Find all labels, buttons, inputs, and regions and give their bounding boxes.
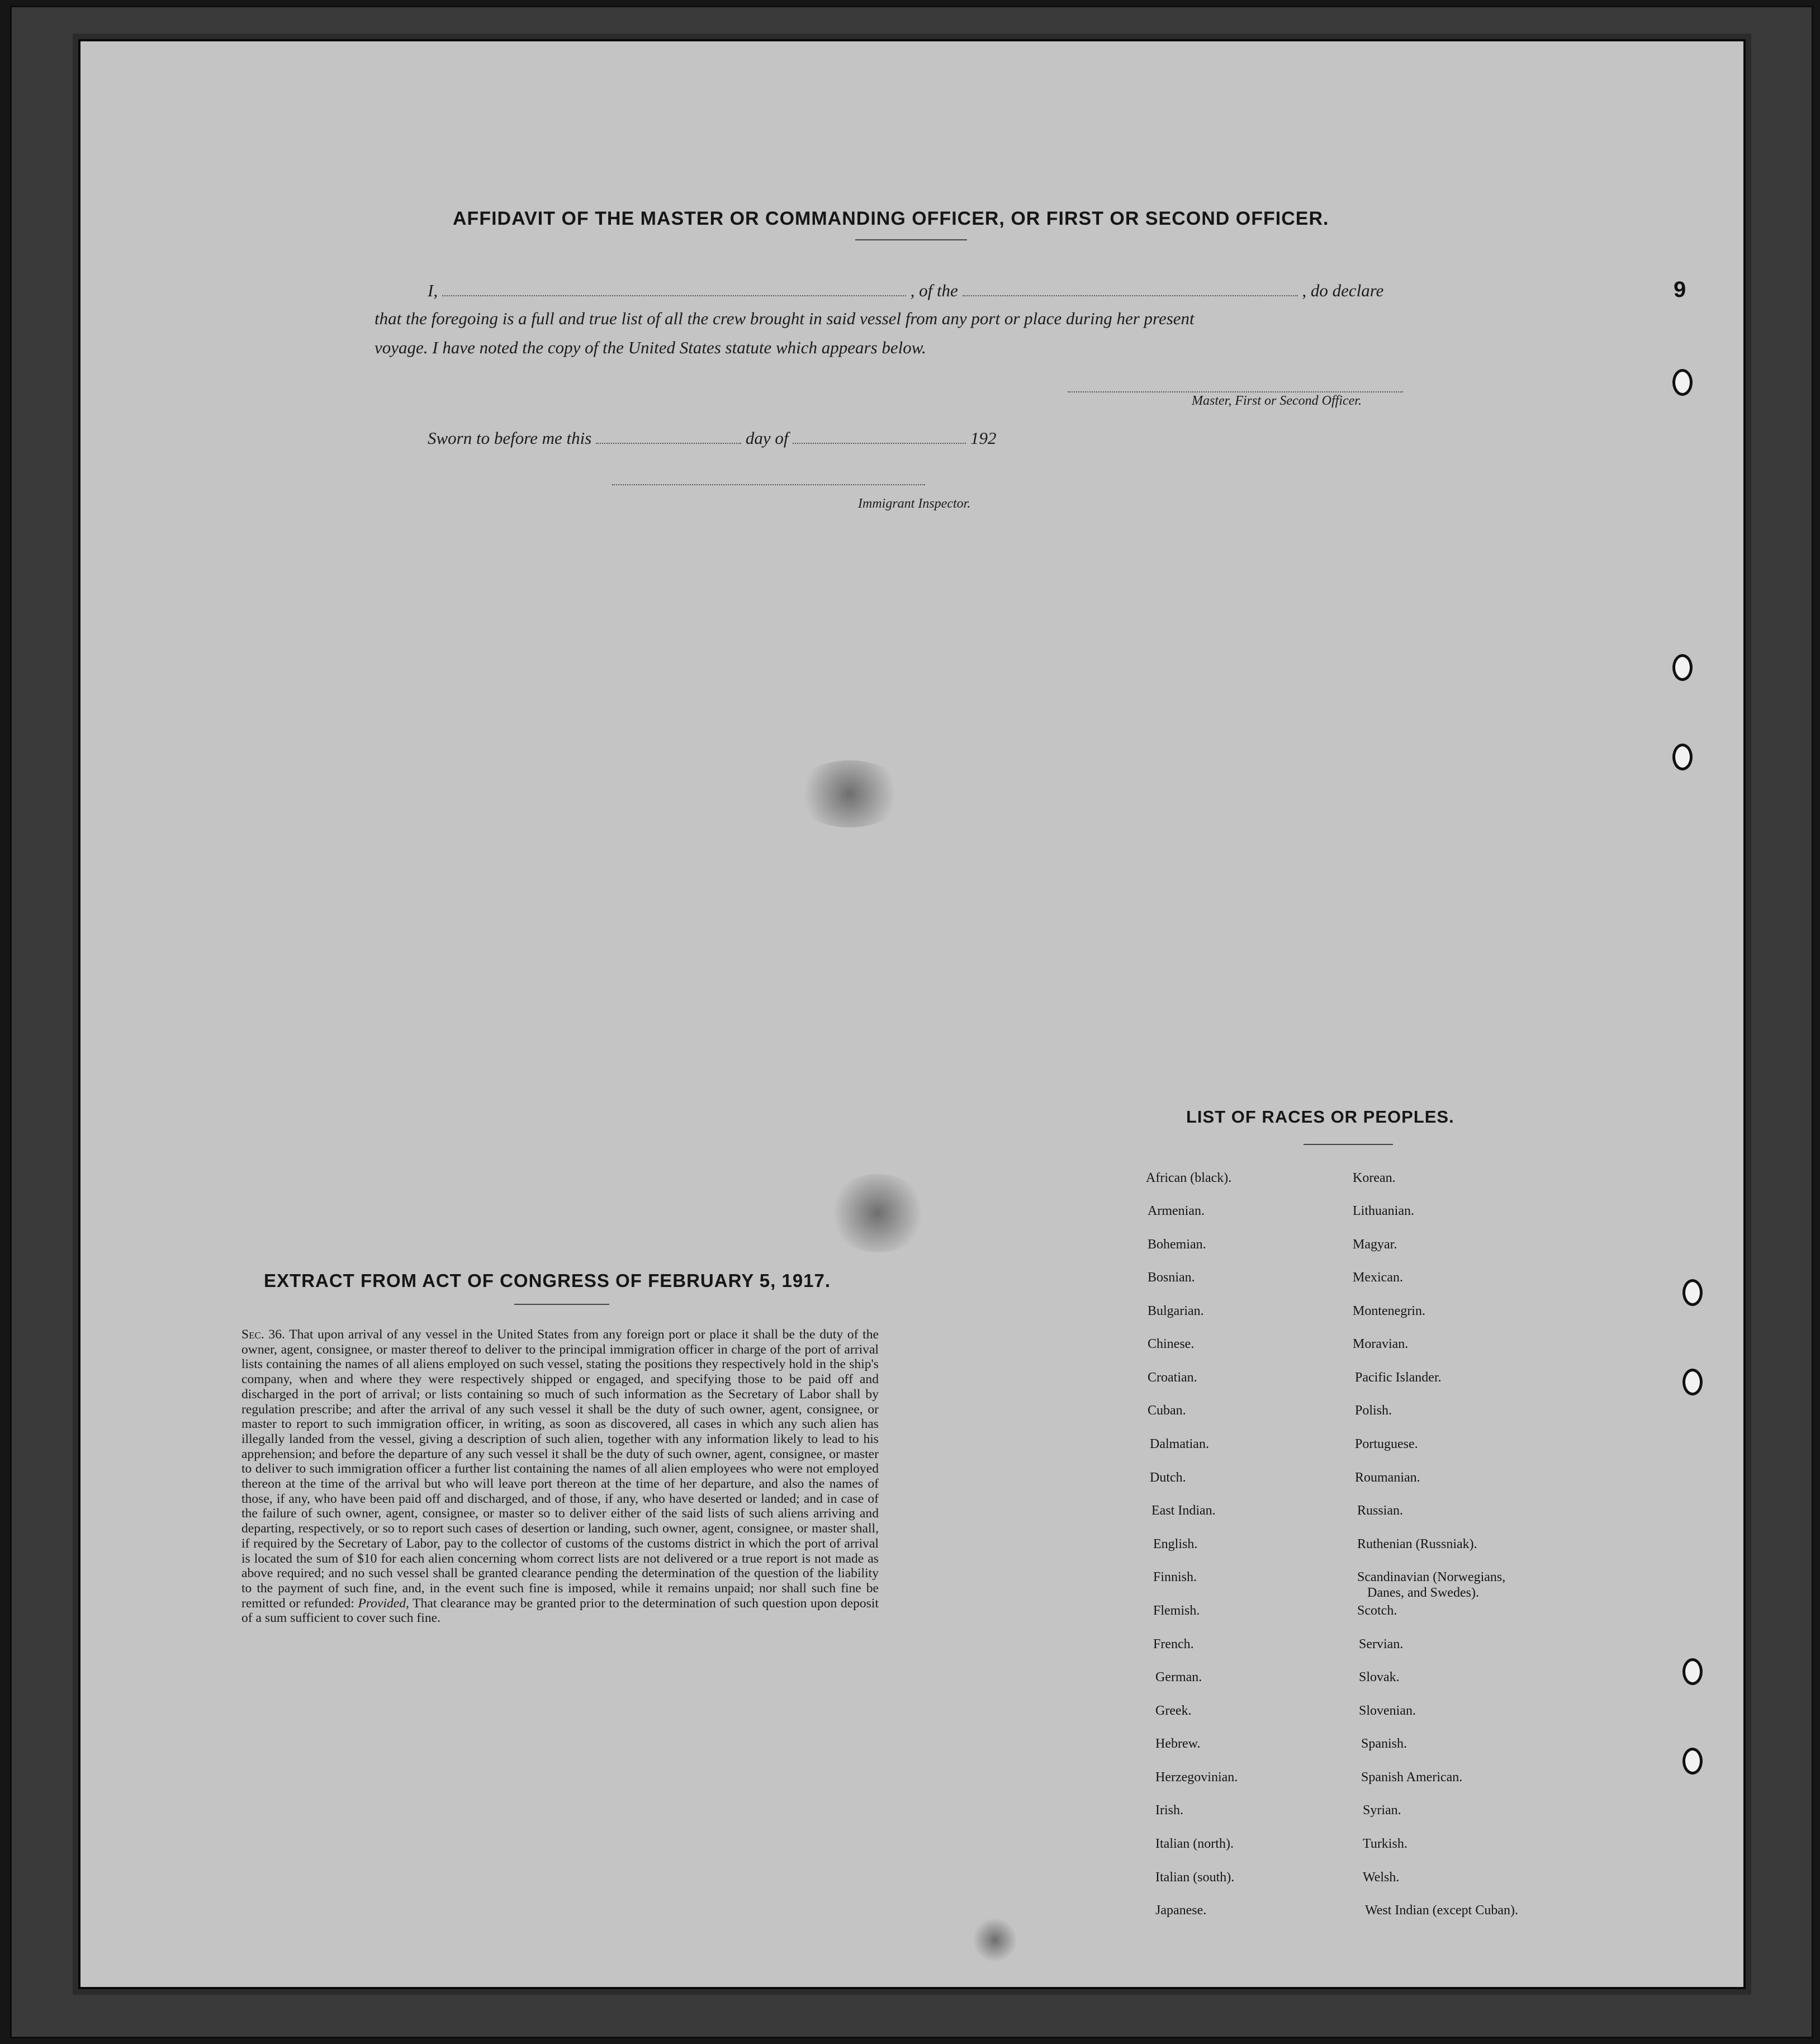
document-page	[78, 39, 1746, 1989]
inspector-signature-line[interactable]	[612, 484, 925, 485]
master-signature-label: Master, First or Second Officer.	[1192, 394, 1362, 408]
race-item: Slovak.	[1359, 1670, 1400, 1685]
master-signature-line[interactable]	[1068, 391, 1403, 392]
race-item: Syrian.	[1363, 1803, 1401, 1818]
master-name-field[interactable]	[442, 294, 906, 296]
race-item: Russian.	[1357, 1503, 1404, 1518]
ink-smudge	[973, 1918, 1017, 1962]
affidavit-do-declare: , do declare	[1302, 281, 1384, 300]
affidavit-line-1	[428, 281, 1428, 301]
punch-hole	[1682, 1279, 1703, 1306]
race-item: Polish.	[1355, 1403, 1392, 1418]
race-item: Danes, and Swedes).	[1367, 1586, 1479, 1600]
affidavit-line-3: voyage. I have noted the copy of the United States statute which appears below.	[375, 338, 926, 357]
page-number-mark: 9	[1674, 277, 1686, 302]
race-item: French.	[1153, 1637, 1194, 1652]
provided-label: Provided,	[358, 1596, 409, 1611]
race-item: Greek.	[1155, 1704, 1192, 1718]
sworn-year: 192	[970, 428, 997, 448]
race-item: Magyar.	[1353, 1237, 1397, 1252]
race-item: Dutch.	[1150, 1470, 1186, 1485]
race-item: Moravian.	[1353, 1337, 1409, 1351]
race-item: Bohemian.	[1148, 1237, 1206, 1252]
race-item: Italian (north).	[1155, 1837, 1234, 1851]
punch-hole	[1672, 654, 1693, 681]
race-item: Slovenian.	[1359, 1704, 1416, 1718]
race-item: Croatian.	[1148, 1370, 1197, 1385]
race-item: Ruthenian (Russniak).	[1357, 1537, 1477, 1551]
punch-hole	[1682, 1748, 1703, 1775]
sworn-day-of: day of	[745, 428, 789, 448]
race-item: West Indian (except Cuban).	[1365, 1903, 1518, 1918]
race-item: Armenian.	[1148, 1204, 1205, 1218]
race-item: Cuban.	[1148, 1403, 1186, 1418]
race-item: Bosnian.	[1148, 1270, 1195, 1285]
race-item: Spanish American.	[1361, 1770, 1463, 1785]
punch-hole	[1682, 1658, 1703, 1685]
sworn-day-field[interactable]	[596, 442, 741, 444]
race-item: Irish.	[1155, 1803, 1183, 1818]
section-body: That upon arrival of any vessel in the United States from any foreign port or place it shall be the duty of the owner, agent, consignee, or master thereof to deliver to the principal immigration officer in charge of the port of arrival lists containing the names of all aliens employed on such vessel, stating the positions they respectively hold in the ship's company, when and where they were respectively shipped or engaged, and specifying those to be paid off and discharged in the port of arrival; or lists containing so much of such information as the Secretary of Labor shall by regulation prescribe; and after the arrival of any such vessel it shall be the duty of such owner, agent, consignee, or master to report to such immigration officer, in writing, as soon as discovered, all cases in which any such alien has illegally landed from the vessel, giving a description of such alien, together with any information likely to lead to his apprehension; and before the departure of any such vessel it shall be the duty of such owner, agent, consignee, or master to deliver to such immigration officer a further list containing the names of all alien employees who were not employed thereon at the time of the arrival but who will leave port thereon at the time of her departure, and also the names of those, if any, who have been paid off and discharged, and of those, if any, who have deserted or landed; and in case of the failure of such owner, agent, consignee, or master so to deliver either of the said lists of such aliens arriving and departing, respectively, or so to report such cases of desertion or landing, such owner, agent, consignee, or master shall, if required by the Secretary of Labor, pay to the collector of customs of the customs district in which the port of arrival is located the sum of $10 for each alien concerning whom correct lists are not delivered or a true report is not made as above required; and no such vessel shall be granted clearance pending the determination of the question of the liability to the payment of such fine, and, in the event such fine is imposed, while it remains unpaid; nor shall such fine be remitted or refunded:	[241, 1327, 879, 1611]
races-title-rule	[1304, 1144, 1393, 1145]
extract-section-text	[241, 1327, 879, 1626]
punch-hole	[1672, 369, 1693, 396]
affidavit-title: AFFIDAVIT OF THE MASTER OR COMMANDING OFFICER, OR FIRST OR SECOND OFFICER.	[453, 208, 1329, 229]
affidavit-title-rule	[855, 239, 967, 240]
sworn-line	[428, 428, 996, 448]
extract-title-rule	[514, 1304, 609, 1305]
race-item: Portuguese.	[1355, 1437, 1418, 1451]
race-item: African (black).	[1146, 1171, 1232, 1185]
race-item: Scotch.	[1357, 1603, 1397, 1618]
affidavit-of-the: , of the	[910, 281, 958, 300]
punch-hole	[1682, 1369, 1703, 1395]
vessel-name-field[interactable]	[963, 294, 1298, 296]
race-item: Italian (south).	[1155, 1870, 1235, 1885]
race-item: Servian.	[1359, 1637, 1404, 1652]
sworn-month-field[interactable]	[793, 442, 966, 444]
sworn-prefix: Sworn to before me this	[428, 428, 592, 448]
ink-smudge	[794, 760, 906, 827]
race-item: Japanese.	[1155, 1903, 1207, 1918]
race-item: Turkish.	[1363, 1837, 1407, 1851]
affidavit-line-2: that the foregoing is a full and true list of all the crew brought in said vessel from any port or place during her present	[375, 309, 1195, 328]
race-item: East Indian.	[1151, 1503, 1216, 1518]
extract-title: EXTRACT FROM ACT OF CONGRESS OF FEBRUARY 5, 1917.	[264, 1270, 831, 1291]
ink-smudge	[827, 1174, 928, 1252]
race-item: Hebrew.	[1155, 1737, 1201, 1751]
race-item: Herzegovinian.	[1155, 1770, 1238, 1785]
race-item: Flemish.	[1153, 1603, 1200, 1618]
race-item: Bulgarian.	[1148, 1304, 1204, 1318]
race-item: Korean.	[1353, 1171, 1396, 1185]
race-item: Finnish.	[1153, 1570, 1197, 1584]
race-item: Pacific Islander.	[1355, 1370, 1442, 1385]
race-item: Scandinavian (Norwegians,	[1357, 1570, 1506, 1584]
affidavit-i: I,	[428, 281, 438, 300]
race-item: Mexican.	[1353, 1270, 1403, 1285]
punch-hole	[1672, 744, 1693, 770]
inspector-label: Immigrant Inspector.	[858, 496, 971, 511]
race-item: Dalmatian.	[1150, 1437, 1209, 1451]
race-item: Montenegrin.	[1353, 1304, 1425, 1318]
provided-text: That clearance may be granted prior to the determination of such question upon deposit of a sum sufficient to cover such fine.	[241, 1596, 879, 1626]
race-item: Roumanian.	[1355, 1470, 1420, 1485]
race-item: German.	[1155, 1670, 1202, 1685]
race-item: Lithuanian.	[1353, 1204, 1414, 1218]
races-title: LIST OF RACES OR PEOPLES.	[1186, 1107, 1454, 1127]
race-item: English.	[1153, 1537, 1198, 1551]
race-item: Welsh.	[1363, 1870, 1400, 1885]
race-item: Spanish.	[1361, 1737, 1407, 1751]
section-label: Sec. 36.	[241, 1327, 285, 1342]
race-item: Chinese.	[1148, 1337, 1195, 1351]
